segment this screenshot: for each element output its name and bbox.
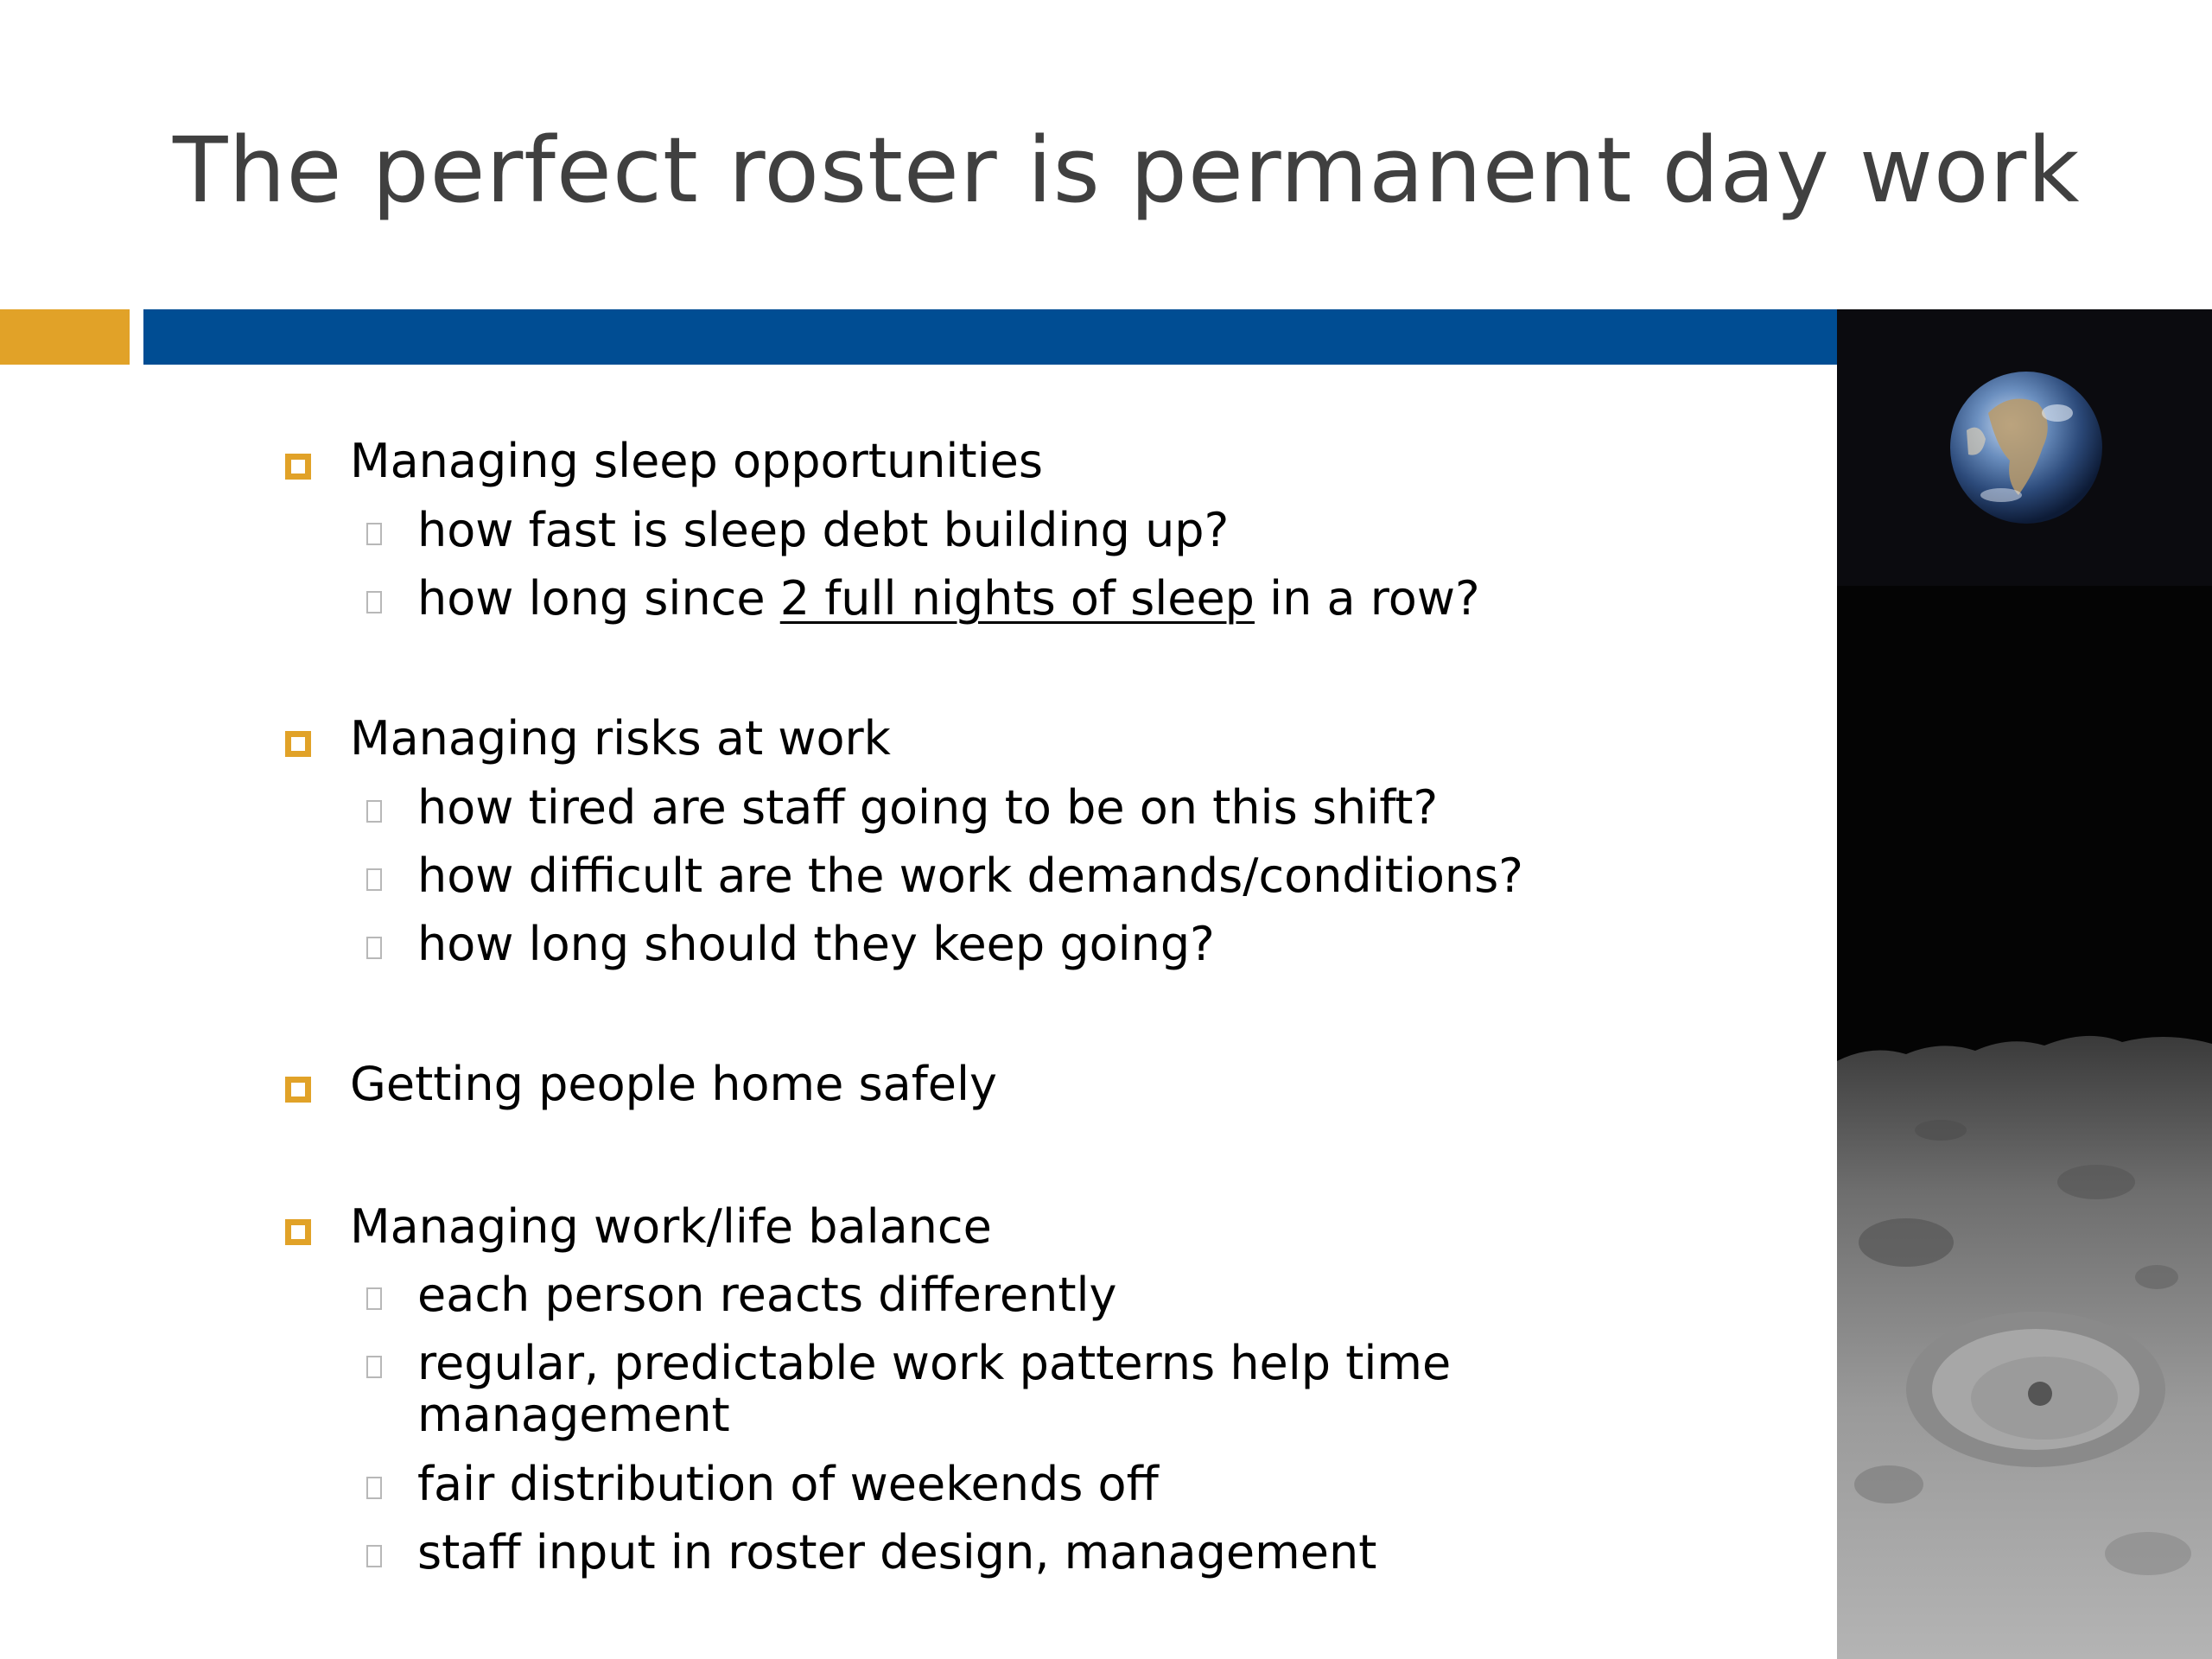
box-bullet-icon [366,1477,382,1499]
square-bullet-icon [285,731,311,757]
box-bullet-icon [366,800,382,823]
square-bullet-icon [285,1077,311,1103]
subitem-text: in a row? [1254,571,1480,626]
underlined-text: 2 full nights of sleep [779,571,1255,626]
earth-globe [1950,372,2102,524]
box-bullet-icon [366,591,382,613]
box-bullet-icon [366,937,382,959]
box-bullet-icon [366,1545,382,1567]
moon-surface [1837,1036,2212,1659]
box-bullet-icon [366,1287,382,1310]
box-bullet-icon [366,868,382,891]
accent-bar-gold [0,309,130,365]
square-bullet-icon [285,1219,311,1245]
box-bullet-icon [366,1356,382,1378]
accent-bar-blue [143,309,1872,365]
square-bullet-icon [285,454,311,480]
earth-and-moon-image [1837,309,2212,1659]
slide-title: The perfect roster is permanent day work [173,118,2081,223]
slide: The perfect roster is permanent day work Managing sleep opportunities how fast is sleep debt building up? how long since 2 full nights of sleep in a row? Managing risks at work how tired are staff going to be on this shift? how difficult are the work demands/conditions? how long should they keep going? Getting people home safely Managing work/life balance each person reacts differently regular, predictable work patterns help time management fair distribution of weekends off staff input in roster design, management [0,0,2212,1659]
subitem-text: how long since [417,571,780,626]
box-bullet-icon [366,523,382,545]
